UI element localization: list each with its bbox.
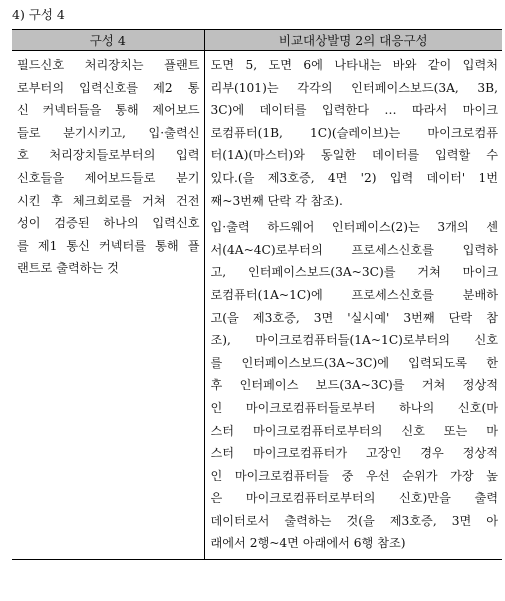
- text-line: 도면 5, 도면 6에 나타내는 바와 같이 입력처: [210, 58, 498, 72]
- text-line: 호 처리장치들로부터의 입력: [17, 148, 200, 163]
- prior-art-cell: [204, 51, 502, 560]
- text-line: 로컴퓨터(1A~1C)에 프로세스신호를 분배하: [210, 287, 498, 302]
- text-line: 있다.(을 제3호증, 4면 '2) 입력 데이터' 1번: [210, 170, 498, 185]
- text-line: 은 마이크로컴퓨터로부터의 신호)만을 출력: [210, 491, 498, 506]
- text-line: 리부(101)는 각각의 인터페이스보드(3A, 3B,: [210, 80, 498, 95]
- text-line: 스터 마이크로컴퓨터가 고장인 경우 정상적: [210, 446, 498, 461]
- section-heading: 4) 구성 4: [12, 7, 65, 22]
- text-line: 로부터의 입력신호를 제2 통: [17, 80, 200, 95]
- text-line: 인 마이크로컴퓨터들로부터 하나의 신호(마: [210, 400, 498, 415]
- text-line: 후 인터페이스 보드(3A~3C)를 거쳐 정상적: [210, 378, 498, 393]
- text-line: 시킨 후 체크회로를 거쳐 건전: [17, 193, 200, 208]
- comparison-table: [12, 29, 502, 560]
- text-line: 로컴퓨터(1B, 1C)(슬레이브)는 마이크로컴퓨: [210, 125, 498, 140]
- table-row: [12, 51, 502, 560]
- text-line: 스터 마이크로컴퓨터로부터의 신호 또는 마: [210, 423, 498, 438]
- text-line: 고, 인터페이스보드(3A~3C)를 거쳐 마이크: [210, 265, 498, 280]
- text-line: 째~3번째 단락 각 참조).: [210, 193, 343, 208]
- table-header-row: [12, 30, 502, 51]
- text-line: 조), 마이크로컴퓨터들(1A~1C)로부터의 신호: [210, 333, 498, 348]
- text-line: 데이터로서 출력하는 것(을 제3호증, 3면 아: [210, 513, 498, 528]
- text-line: 고(을 제3호증, 3면 '실시예' 3번째 단락 참: [210, 310, 498, 325]
- text-line: 필드신호 처리장치는 플랜트: [17, 58, 200, 72]
- text-line: 신호들을 제어보드들로 분기: [17, 170, 200, 185]
- text-line: 인 마이크로컴퓨터들 중 우선 순위가 가장 높: [210, 468, 498, 483]
- text-line: 래에서 2행~4면 아래에서 6행 참조): [210, 536, 406, 551]
- text-line: 서(4A~4C)로부터의 프로세스신호를 입력하: [210, 242, 498, 257]
- header-prior-art-element: 비교대상발명 2의 대응구성: [204, 30, 502, 51]
- text-line: 들로 분기시키고, 입·출력신: [17, 125, 200, 140]
- text-line: 입·출력 하드웨어 인터페이스(2)는 3개의 센: [210, 220, 498, 235]
- text-line: 를 인터페이스보드(3A~3C)에 입력되도록 한: [210, 355, 498, 370]
- text-line: 터(1A)(마스터)와 동일한 데이터를 입력할 수: [210, 148, 498, 163]
- prior-art-text: [205, 51, 503, 559]
- text-line: 3C)에 데이터를 입력한다 … 따라서 마이크: [210, 103, 498, 118]
- text-line: 랜트로 출력하는 것: [17, 261, 119, 276]
- text-line: 신 커넥터들을 통해 제어보드: [17, 103, 200, 118]
- text-line: 를 제1 통신 커넥터를 통해 플: [17, 238, 200, 253]
- claim-element-text: [12, 51, 204, 284]
- header-claim-element: 구성 4: [12, 30, 204, 51]
- text-line: 성이 검증된 하나의 입력신호: [17, 216, 200, 231]
- claim-element-cell: [12, 51, 204, 560]
